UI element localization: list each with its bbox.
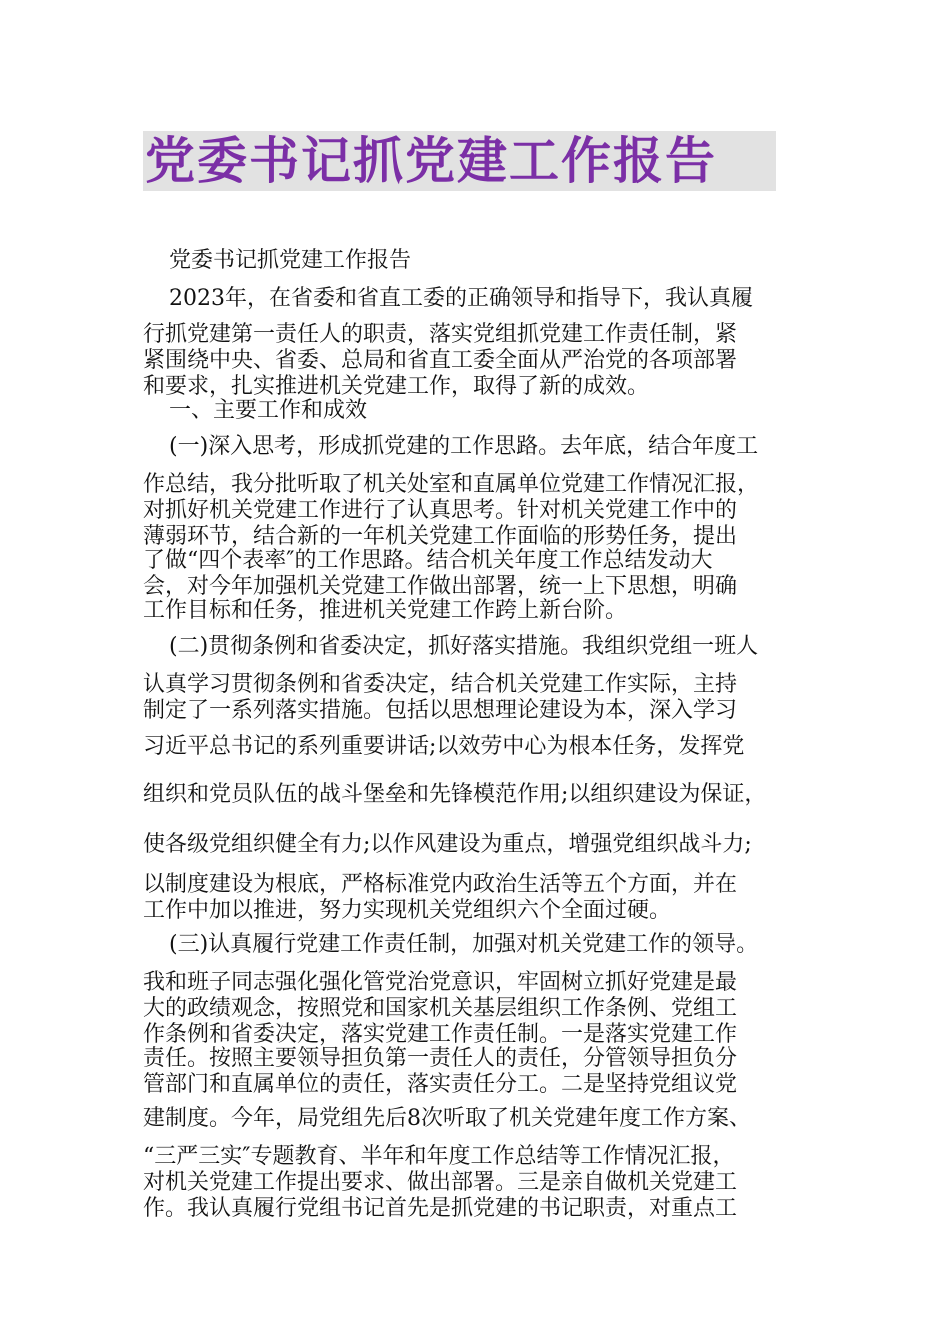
body-line: 紧围绕中央、省委、总局和省直工委全面从严治党的各项部署 <box>143 348 738 373</box>
body-line: 党委书记抓党建工作报告 <box>169 248 412 273</box>
body-line: 2023年，在省委和省直工委的正确领导和指导下，我认真履 <box>169 286 753 311</box>
body-line: 习近平总书记的系列重要讲话;以效劳中心为根本任务，发挥党 <box>143 734 745 759</box>
body-line: 我和班子同志强化强化管党治党意识，牢固树立抓好党建是最 <box>143 970 738 995</box>
body-line: 作。我认真履行党组书记首先是抓党建的书记职责，对重点工 <box>143 1196 738 1221</box>
body-line: (三)认真履行党建工作责任制，加强对机关党建工作的领导。 <box>169 932 759 957</box>
body-line: 对机关党建工作提出要求、做出部署。三是亲自做机关党建工 <box>143 1170 738 1195</box>
body-line: (二)贯彻条例和省委决定，抓好落实措施。我组织党组一班人 <box>169 634 759 659</box>
section-heading: 一、主要工作和成效 <box>169 398 368 423</box>
body-line: 和要求，扎实推进机关党建工作，取得了新的成效。 <box>143 374 650 399</box>
body-line: 组织和党员队伍的战斗堡垒和先锋模范作用;以组织建设为保证， <box>143 782 767 807</box>
body-line: 管部门和直属单位的责任，落实责任分工。二是坚持党组议党 <box>143 1072 738 1097</box>
body-line: 以制度建设为根底，严格标准党内政治生活等五个方面，并在 <box>143 872 738 897</box>
body-line: 了做“四个表率″的工作思路。结合机关年度工作总结发动大 <box>143 548 713 573</box>
body-line: 建制度。今年，局党组先后8次听取了机关党建年度工作方案、 <box>143 1106 751 1131</box>
body-line: 大的政绩观念，按照党和国家机关基层组织工作条例、党组工 <box>143 996 738 1021</box>
body-line: 认真学习贯彻条例和省委决定，结合机关党建工作实际，主持 <box>143 672 738 697</box>
body-line: 薄弱环节，结合新的一年机关党建工作面临的形势任务，提出 <box>143 524 738 549</box>
body-line: “三严三实″专题教育、半年和年度工作总结等工作情况汇报， <box>143 1144 735 1169</box>
body-line: 工作目标和任务，推进机关党建工作跨上新台阶。 <box>143 598 628 623</box>
body-line: 会，对今年加强机关党建工作做出部署，统一上下思想，明确 <box>143 574 738 599</box>
body-line: 对抓好机关党建工作进行了认真思考。针对机关党建工作中的 <box>143 498 738 523</box>
body-line: 作总结，我分批听取了机关处室和直属单位党建工作情况汇报， <box>143 472 760 497</box>
body-line: (一)深入思考，形成抓党建的工作思路。去年底，结合年度工 <box>169 434 759 459</box>
body-line: 制定了一系列落实措施。包括以思想理论建设为本，深入学习 <box>143 698 738 723</box>
document-title: 党委书记抓党建工作报告 <box>145 132 717 190</box>
body-line: 工作中加以推进，努力实现机关党组织六个全面过硬。 <box>143 898 672 923</box>
body-line: 行抓党建第一责任人的职责，落实党组抓党建工作责任制，紧 <box>143 322 738 347</box>
body-line: 作条例和省委决定，落实党建工作责任制。一是落实党建工作 <box>143 1022 738 1047</box>
body-line: 责任。按照主要领导担负第一责任人的责任，分管领导担负分 <box>143 1046 738 1071</box>
body-line: 使各级党组织健全有力;以作风建设为重点，增强党组织战斗力; <box>143 832 752 857</box>
